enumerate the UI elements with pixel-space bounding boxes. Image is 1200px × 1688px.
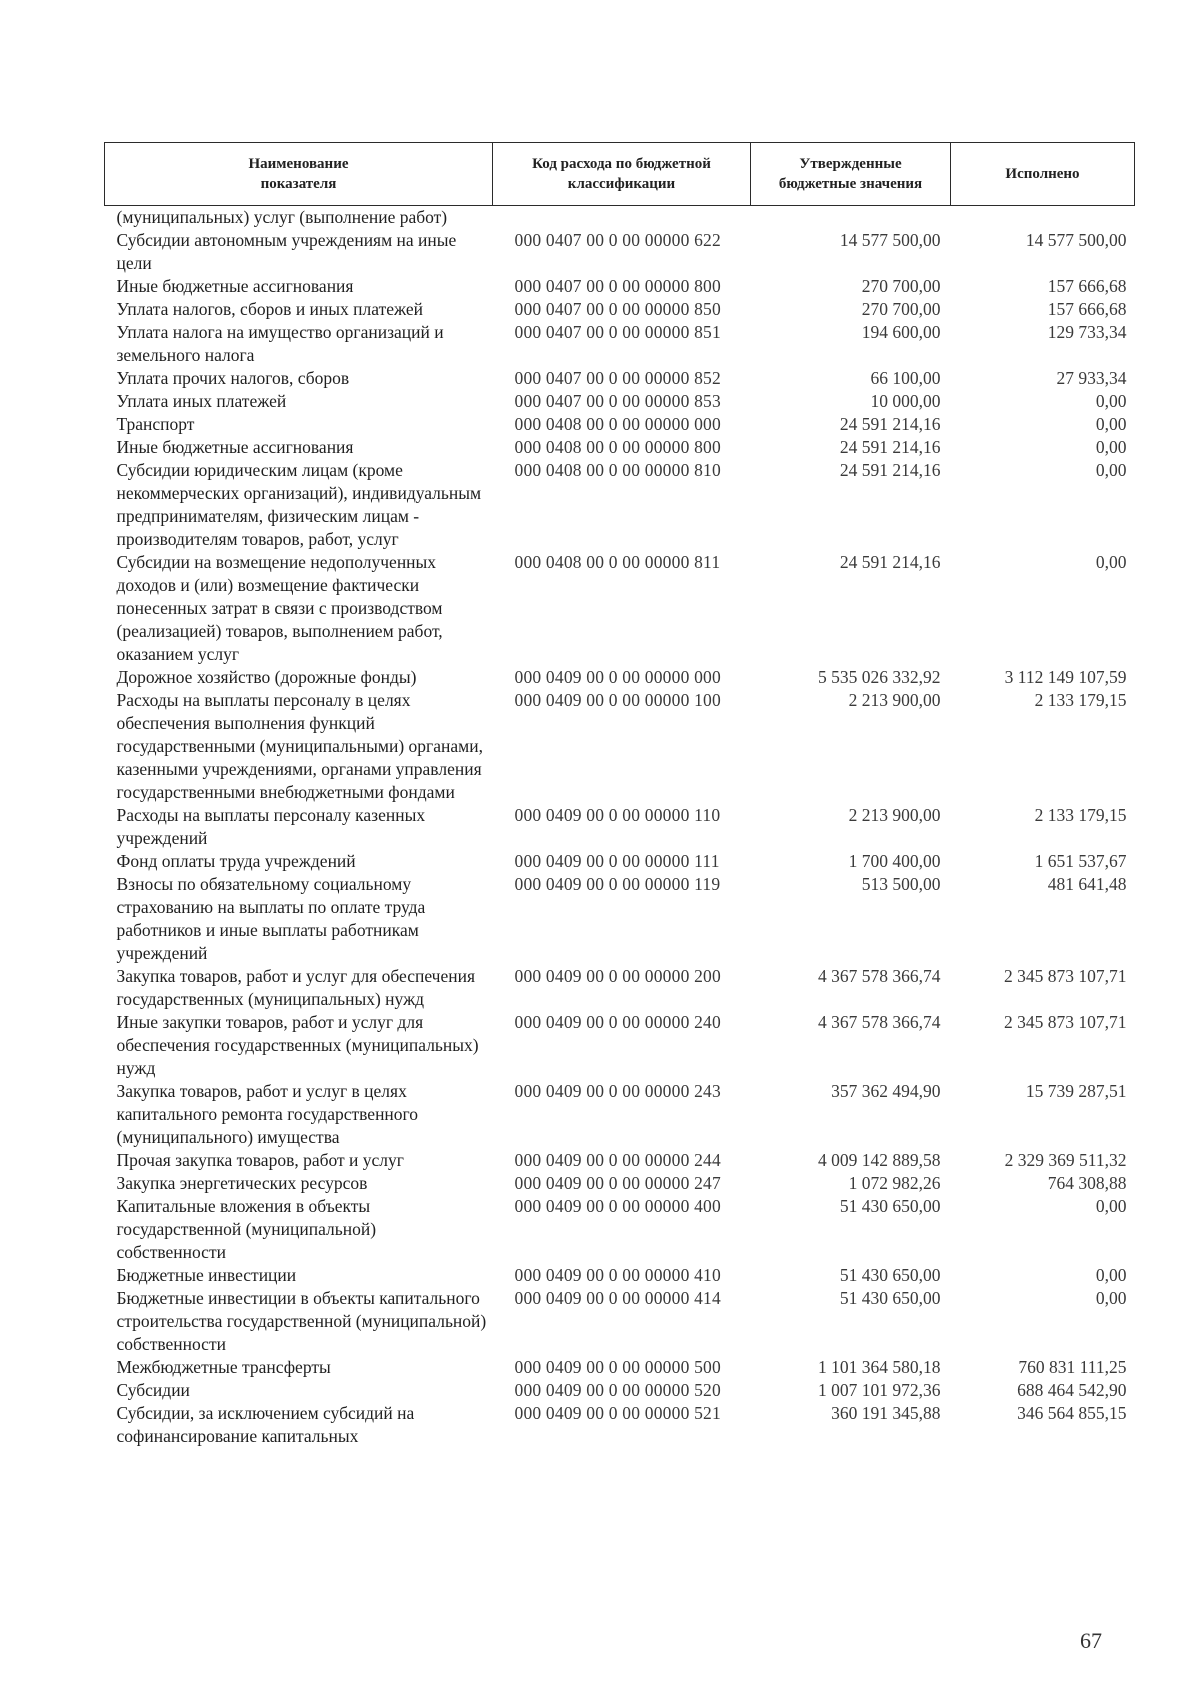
row-name: Расходы на выплаты персоналу казенных учреждений xyxy=(116,805,426,848)
row-executed: 15 739 287,51 xyxy=(1025,1081,1127,1101)
table-header-row xyxy=(105,143,1135,206)
table-row xyxy=(105,551,1135,666)
row-approved: 5 535 026 332,92 xyxy=(818,667,941,687)
row-approved: 51 430 650,00 xyxy=(839,1196,941,1216)
row-code: 000 0407 00 0 00 00000 852 xyxy=(514,368,721,388)
row-code: 000 0407 00 0 00 00000 850 xyxy=(514,299,721,319)
table-row xyxy=(105,1356,1135,1379)
row-approved xyxy=(751,206,951,230)
row-executed: 688 464 542,90 xyxy=(1017,1380,1127,1400)
row-approved: 1 072 982,26 xyxy=(848,1173,941,1193)
row-approved: 4 367 578 366,74 xyxy=(818,1012,941,1032)
row-code: 000 0408 00 0 00 00000 000 xyxy=(514,414,721,434)
row-code: 000 0409 00 0 00 00000 110 xyxy=(514,805,721,825)
row-approved: 194 600,00 xyxy=(861,322,941,342)
table-row xyxy=(105,1011,1135,1080)
row-code: 000 0409 00 0 00 00000 243 xyxy=(514,1081,721,1101)
row-code: 000 0407 00 0 00 00000 622 xyxy=(514,230,721,250)
row-name: Дорожное хозяйство (дорожные фонды) xyxy=(116,667,417,687)
budget-execution-table xyxy=(104,142,1135,1448)
header-executed xyxy=(951,143,1135,206)
row-name: Иные закупки товаров, работ и услуг для обеспечения государственных (муниципальных) нужд xyxy=(116,1012,479,1078)
table-row xyxy=(105,1287,1135,1356)
header-indicator-name-text: Наименование показателя xyxy=(248,156,349,192)
row-executed: 481 641,48 xyxy=(1047,874,1127,894)
row-code: 000 0409 00 0 00 00000 521 xyxy=(514,1403,721,1423)
row-name: Межбюджетные трансферты xyxy=(116,1357,331,1377)
table-row xyxy=(105,321,1135,367)
row-name: Субсидии xyxy=(116,1380,190,1400)
row-executed: 2 345 873 107,71 xyxy=(1004,966,1127,986)
row-executed: 2 345 873 107,71 xyxy=(1004,1012,1127,1032)
row-name: Транспорт xyxy=(116,414,195,434)
row-code: 000 0409 00 0 00 00000 111 xyxy=(514,851,720,871)
row-name: Закупка товаров, работ и услуг в целях капитального ремонта государственного (муниципального) имущества xyxy=(116,1081,419,1147)
row-code: 000 0409 00 0 00 00000 100 xyxy=(514,690,721,710)
row-approved: 66 100,00 xyxy=(870,368,941,388)
row-executed: 2 329 369 511,32 xyxy=(1004,1150,1127,1170)
row-code: 000 0409 00 0 00 00000 500 xyxy=(514,1357,721,1377)
row-code: 000 0409 00 0 00 00000 410 xyxy=(514,1265,721,1285)
row-executed: 0,00 xyxy=(1095,1288,1127,1308)
table-row xyxy=(105,1149,1135,1172)
row-name: (муниципальных) услуг (выполнение работ) xyxy=(116,207,448,227)
row-approved: 357 362 494,90 xyxy=(831,1081,941,1101)
row-name: Закупка энергетических ресурсов xyxy=(116,1173,368,1193)
table-row xyxy=(105,689,1135,804)
row-approved: 10 000,00 xyxy=(870,391,941,411)
row-approved: 4 367 578 366,74 xyxy=(818,966,941,986)
row-executed xyxy=(951,206,1135,230)
row-executed: 764 308,88 xyxy=(1047,1173,1127,1193)
row-executed: 1 651 537,67 xyxy=(1034,851,1127,871)
row-executed: 157 666,68 xyxy=(1047,299,1127,319)
row-code xyxy=(493,206,751,230)
row-code: 000 0409 00 0 00 00000 247 xyxy=(514,1173,721,1193)
row-name: Расходы на выплаты персоналу в целях обеспечения выполнения функций государственными (муниципальными) органами, казенными учреждениями, органами управления государственными внебюджетными фондами xyxy=(116,690,483,802)
row-code: 000 0409 00 0 00 00000 000 xyxy=(514,667,721,687)
row-name: Иные бюджетные ассигнования xyxy=(116,437,354,457)
row-code: 000 0408 00 0 00 00000 800 xyxy=(514,437,721,457)
row-code: 000 0409 00 0 00 00000 520 xyxy=(514,1380,721,1400)
table-row xyxy=(105,873,1135,965)
row-executed: 14 577 500,00 xyxy=(1025,230,1127,250)
row-code: 000 0409 00 0 00 00000 240 xyxy=(514,1012,721,1032)
row-approved: 360 191 345,88 xyxy=(831,1403,941,1423)
table-row xyxy=(105,804,1135,850)
row-name: Уплата налога на имущество организаций и земельного налога xyxy=(116,322,444,365)
table-row xyxy=(105,206,1135,230)
row-name: Уплата налогов, сборов и иных платежей xyxy=(116,299,423,319)
header-budget-code-text: Код расхода по бюджетной классификации xyxy=(532,156,711,192)
row-executed: 346 564 855,15 xyxy=(1017,1403,1127,1423)
row-executed: 0,00 xyxy=(1095,437,1127,457)
row-name: Закупка товаров, работ и услуг для обеспечения государственных (муниципальных) нужд xyxy=(116,966,476,1009)
row-approved: 14 577 500,00 xyxy=(839,230,941,250)
row-executed: 0,00 xyxy=(1095,414,1127,434)
header-budget-code xyxy=(493,143,751,206)
row-executed: 27 933,34 xyxy=(1056,368,1127,388)
row-executed: 0,00 xyxy=(1095,1196,1127,1216)
page-number: 67 xyxy=(1080,1628,1102,1653)
table-row xyxy=(105,459,1135,551)
row-approved: 51 430 650,00 xyxy=(839,1265,941,1285)
row-code: 000 0407 00 0 00 00000 851 xyxy=(514,322,721,342)
row-name: Взносы по обязательному социальному страхованию на выплаты по оплате труда работников и иные выплаты работникам учреждений xyxy=(116,874,426,963)
row-approved: 24 591 214,16 xyxy=(839,414,941,434)
table-row xyxy=(105,436,1135,459)
row-approved: 513 500,00 xyxy=(861,874,941,894)
table-row xyxy=(105,1264,1135,1287)
row-approved: 4 009 142 889,58 xyxy=(818,1150,941,1170)
row-executed: 157 666,68 xyxy=(1047,276,1127,296)
row-executed: 3 112 149 107,59 xyxy=(1004,667,1127,687)
row-executed: 0,00 xyxy=(1095,552,1127,572)
row-approved: 51 430 650,00 xyxy=(839,1288,941,1308)
table-row xyxy=(105,1080,1135,1149)
row-name: Бюджетные инвестиции xyxy=(116,1265,297,1285)
row-approved: 2 213 900,00 xyxy=(848,690,941,710)
row-code: 000 0408 00 0 00 00000 811 xyxy=(514,552,721,572)
row-approved: 24 591 214,16 xyxy=(839,437,941,457)
row-name: Фонд оплаты труда учреждений xyxy=(116,851,356,871)
row-executed: 0,00 xyxy=(1095,391,1127,411)
row-approved: 270 700,00 xyxy=(861,276,941,296)
row-code: 000 0409 00 0 00 00000 414 xyxy=(514,1288,721,1308)
header-approved-values xyxy=(751,143,951,206)
row-code: 000 0409 00 0 00 00000 244 xyxy=(514,1150,721,1170)
row-approved: 2 213 900,00 xyxy=(848,805,941,825)
row-approved: 270 700,00 xyxy=(861,299,941,319)
table-row xyxy=(105,275,1135,298)
row-code: 000 0409 00 0 00 00000 400 xyxy=(514,1196,721,1216)
header-executed-text: Исполнено xyxy=(1005,166,1080,182)
row-name: Бюджетные инвестиции в объекты капитального строительства государственной (муниципальной) собственности xyxy=(116,1288,487,1354)
row-executed: 129 733,34 xyxy=(1047,322,1127,342)
row-code: 000 0407 00 0 00 00000 853 xyxy=(514,391,721,411)
row-approved: 24 591 214,16 xyxy=(839,460,941,480)
row-code: 000 0409 00 0 00 00000 119 xyxy=(514,874,721,894)
row-code: 000 0408 00 0 00 00000 810 xyxy=(514,460,721,480)
budget-report-document xyxy=(104,142,1134,1448)
row-name: Субсидии, за исключением субсидий на софинансирование капитальных xyxy=(116,1403,415,1446)
row-name: Субсидии на возмещение недополученных доходов и (или) возмещение фактически понесенных затрат в связи с производством (реализацией) товаров, выполнением работ, оказанием услуг xyxy=(116,552,443,664)
row-executed: 0,00 xyxy=(1095,1265,1127,1285)
row-executed: 2 133 179,15 xyxy=(1034,690,1127,710)
table-row xyxy=(105,390,1135,413)
header-approved-values-text: Утвержденные бюджетные значения xyxy=(778,156,923,192)
row-approved: 1 007 101 972,36 xyxy=(818,1380,941,1400)
header-indicator-name xyxy=(105,143,493,206)
row-approved: 24 591 214,16 xyxy=(839,552,941,572)
table-row xyxy=(105,850,1135,873)
row-executed: 0,00 xyxy=(1095,460,1127,480)
table-row xyxy=(105,1195,1135,1264)
table-row xyxy=(105,965,1135,1011)
table-row xyxy=(105,666,1135,689)
row-name: Уплата иных платежей xyxy=(116,391,287,411)
table-row xyxy=(105,1402,1135,1448)
row-name: Субсидии юридическим лицам (кроме некоммерческих организаций), индивидуальным предпринимателям, физическим лицам - производителям товаров, работ, услуг xyxy=(116,460,482,549)
row-code: 000 0409 00 0 00 00000 200 xyxy=(514,966,721,986)
row-approved: 1 101 364 580,18 xyxy=(818,1357,941,1377)
table-row xyxy=(105,298,1135,321)
row-executed: 760 831 111,25 xyxy=(1018,1357,1127,1377)
row-executed: 2 133 179,15 xyxy=(1034,805,1127,825)
row-name: Иные бюджетные ассигнования xyxy=(116,276,354,296)
row-name: Прочая закупка товаров, работ и услуг xyxy=(116,1150,404,1170)
row-approved: 1 700 400,00 xyxy=(848,851,941,871)
row-name: Уплата прочих налогов, сборов xyxy=(116,368,350,388)
row-name: Капитальные вложения в объекты государственной (муниципальной) собственности xyxy=(116,1196,377,1262)
row-code: 000 0407 00 0 00 00000 800 xyxy=(514,276,721,296)
table-row xyxy=(105,413,1135,436)
table-row xyxy=(105,1379,1135,1402)
row-name: Субсидии автономным учреждениям на иные цели xyxy=(116,230,457,273)
table-row xyxy=(105,367,1135,390)
table-body xyxy=(105,206,1135,1449)
table-row xyxy=(105,229,1135,275)
table-row xyxy=(105,1172,1135,1195)
